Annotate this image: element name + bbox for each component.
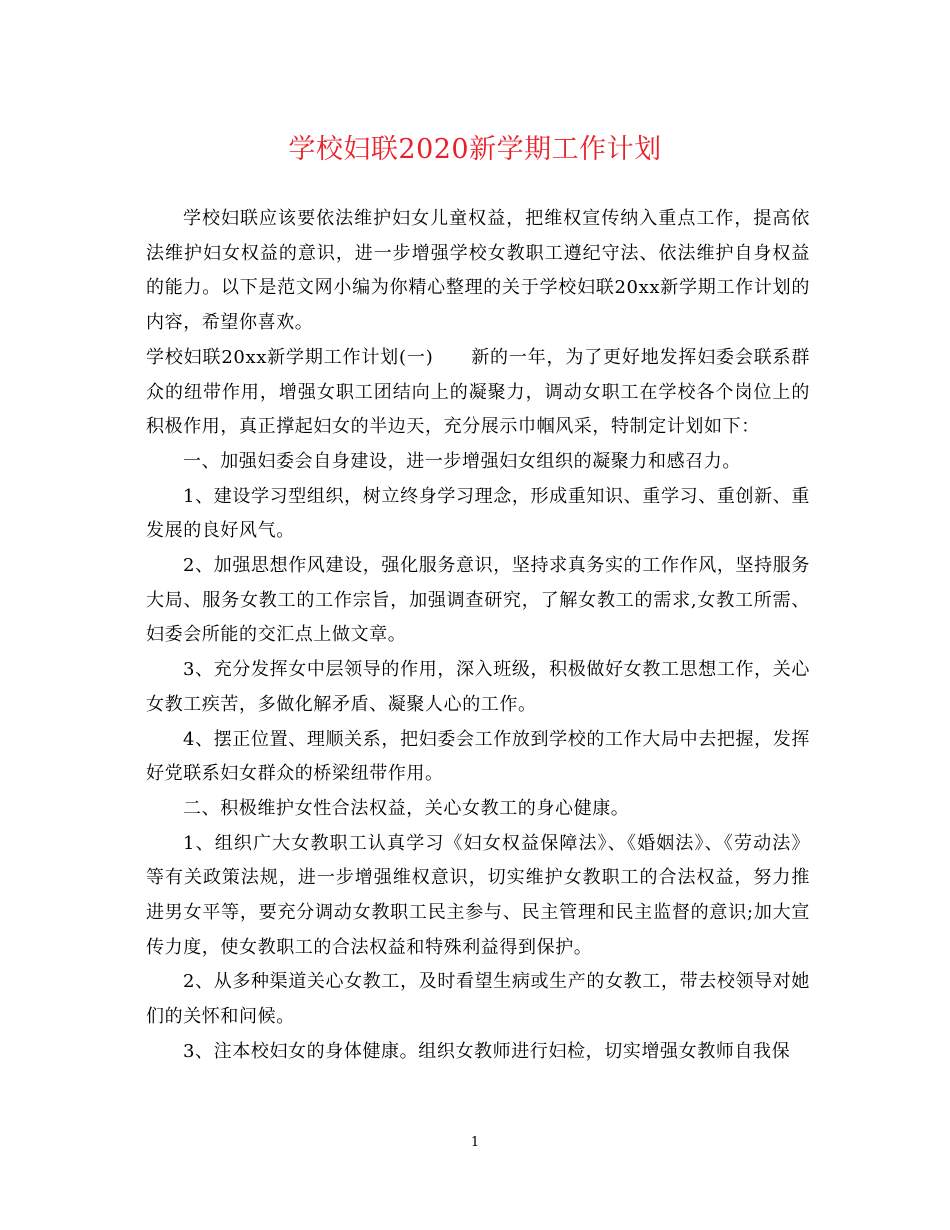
page-number: 1	[470, 1135, 480, 1150]
list-item-2-2: 2、从多种渠道关心女教工，及时看望生病或生产的女教工，带去校领导对她们的关怀和问候。	[146, 971, 810, 1028]
intro-paragraph: 学校妇联应该要依法维护妇女儿童权益，把维权宣传纳入重点工作，提高依法维护妇女权益的意识，进一步增强学校女教职工遵纪守法、依法维护自身权益的能力。以下是范文网小编为你精心整理的关于学校妇联20xx新学期工作计划的内容，希望你喜欢。	[146, 208, 810, 334]
list-item-2-1: 1、组织广大女教职工认真学习《妇女权益保障法》、《婚姻法》、《劳动法》等有关政策法规，进一步增强维权意识，切实维护女教职工的合法权益，努力推进男女平等，要充分调动女教职工民主参与、民主管理和民主监督的意识;加大宣传力度，使女教职工的合法权益和特殊利益得到保护。	[146, 832, 810, 958]
document-title: 学校妇联2020新学期工作计划	[288, 134, 662, 165]
list-item-1-1: 1、建设学习型组织，树立终身学习理念，形成重知识、重学习、重创新、重发展的良好风气。	[146, 485, 810, 542]
list-item-1-2: 2、加强思想作风建设，强化服务意识，坚持求真务实的工作作风，坚持服务大局、服务女教工的工作宗旨，加强调查研究，了解女教工的需求,女教工所需、妇委会所能的交汇点上做文章。	[146, 555, 810, 646]
list-item-1-4: 4、摆正位置、理顺关系，把妇委会工作放到学校的工作大局中去把握，发挥好党联系妇女群众的桥梁纽带作用。	[146, 728, 810, 785]
section-heading-1: 一、加强妇委会自身建设，进一步增强妇女组织的凝聚力和感召力。	[183, 450, 741, 472]
list-item-1-3: 3、充分发挥女中层领导的作用，深入班级，积极做好女教工思想工作，关心女教工疾苦，多做化解矛盾、凝聚人心的工作。	[146, 659, 810, 715]
section-heading-2: 二、积极维护女性合法权益，关心女教工的身心健康。	[183, 797, 630, 819]
list-item-2-3: 3、注本校妇女的身体健康。组织女教师进行妇检，切实增强女教师自我保	[183, 1040, 791, 1062]
document-body	[146, 202, 810, 1070]
plan-heading-paragraph: 学校妇联20xx新学期工作计划(一) 新的一年，为了更好地发挥妇委会联系群众的纽带作用，增强女职工团结向上的凝聚力，调动女职工在学校各个岗位上的积极作用，真正撑起妇女的半边天，充分展示巾帼风采，特制定计划如下：	[146, 346, 810, 438]
